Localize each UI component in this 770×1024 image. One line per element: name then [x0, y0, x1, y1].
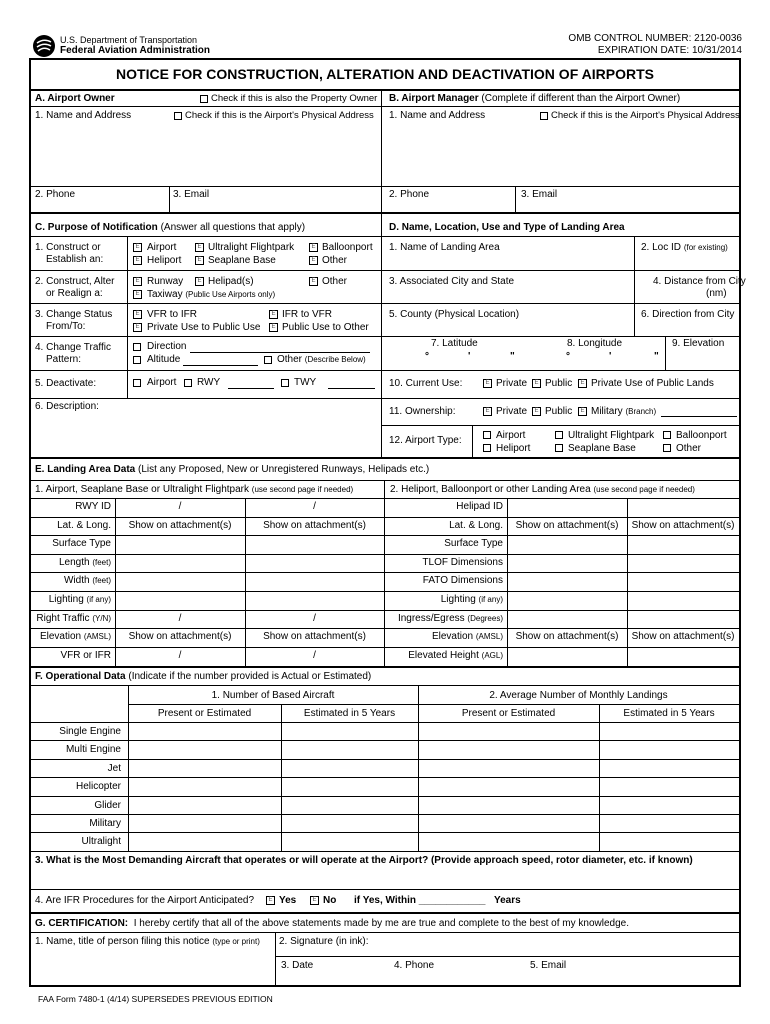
d5-label: 5. County (Physical Location)	[389, 309, 520, 320]
c4-label: 4. Change Traffic	[35, 342, 111, 353]
e1-attach-note: Show on attachment(s)	[263, 631, 366, 643]
e2-cell-input[interactable]	[508, 518, 626, 535]
e1-cell-input[interactable]	[116, 536, 244, 553]
c3-ifr-vfr-checkbox[interactable]: E	[269, 310, 278, 319]
d10-public-lands-label: Private Use of Public Lands	[591, 378, 714, 389]
f4-question: 4. Are IFR Procedures for the Airport Anticipated?	[35, 895, 255, 906]
d10-label: 10. Current Use:	[389, 378, 463, 389]
d11-private-checkbox[interactable]: E	[483, 407, 492, 416]
d12-balloonport-checkbox[interactable]	[663, 431, 671, 439]
g4-label: 4. Phone	[394, 960, 435, 971]
e2-row-label: Elevated Height (AGL)	[408, 649, 503, 661]
f4-within-label: if Yes, Within ____________	[354, 895, 486, 906]
f2-future-header: Estimated in 5 Years	[623, 708, 715, 719]
c4-direction-checkbox[interactable]	[133, 343, 141, 351]
f2-header: 2. Average Number of Monthly Landings	[489, 690, 668, 701]
c2-other-label: Other	[322, 276, 348, 287]
d12-seaplane-checkbox[interactable]	[555, 444, 563, 452]
section-a-title: A. Airport Owner	[35, 93, 115, 104]
e2-row-label: Surface Type	[444, 538, 503, 550]
f-cell-input[interactable]	[129, 723, 280, 739]
manager-physical-checkbox[interactable]	[540, 112, 548, 120]
lat-sec: "	[510, 351, 515, 362]
d3-label: 3. Associated City and State	[389, 276, 515, 287]
omb-number: OMB CONTROL NUMBER: 2120-0036	[568, 33, 742, 44]
d11-label: 11. Ownership:	[389, 406, 456, 417]
lon-sec: "	[654, 351, 659, 362]
c6-description-input[interactable]	[33, 414, 379, 456]
c6-label: 6. Description:	[35, 401, 99, 412]
f4-yes-checkbox[interactable]: E	[266, 896, 275, 905]
d4-unit: (nm)	[706, 288, 727, 299]
owner-property-label: Check if this is also the Property Owner	[211, 93, 378, 104]
f3-question: 3. What is the Most Demanding Aircraft that operates or will operate at the Airport? (Provide approach speed, rotor diameter, etc. if known)	[35, 855, 693, 866]
c3-public-other-checkbox[interactable]: E	[269, 323, 278, 332]
owner-physical-checkbox[interactable]	[174, 112, 182, 120]
lon-deg: °	[566, 351, 570, 362]
e1-cell-input[interactable]	[116, 629, 244, 646]
f2-present-header: Present or Estimated	[461, 708, 556, 719]
e1-header: 1. Airport, Seaplane Base or Ultralight Flightpark (use second page if needed)	[35, 484, 354, 495]
e2-row-label: FATO Dimensions	[422, 575, 503, 587]
e1-slash: /	[178, 501, 182, 512]
d12-seaplane-label: Seaplane Base	[568, 443, 636, 454]
e1-row-label: Width (feet)	[63, 575, 111, 587]
g2-label: 2. Signature (in ink):	[279, 936, 369, 947]
f4-yes-label: Yes	[279, 895, 297, 906]
g1-name-input[interactable]	[33, 950, 273, 984]
f4-years-label: Years	[494, 895, 521, 906]
e2-row-label: Lat. & Long.	[449, 519, 503, 531]
d12-other-checkbox[interactable]	[663, 444, 671, 452]
e1-cell-input[interactable]	[116, 611, 244, 628]
c5-rwy-input[interactable]	[228, 388, 274, 389]
d12-label: 12. Airport Type:	[389, 435, 462, 446]
dot-logo-icon	[32, 34, 56, 58]
e1-slash: /	[313, 501, 316, 512]
e2-cell-input[interactable]	[508, 629, 626, 646]
c5-twy-checkbox[interactable]	[281, 379, 289, 387]
section-g-title: G. CERTIFICATION: I hereby certify that all of the above statements made by me are true and complete to the best of my knowledge.	[35, 918, 629, 929]
f-row-label: Multi Engine	[65, 744, 121, 756]
e2-cell-input[interactable]	[508, 555, 626, 572]
e1-cell-input[interactable]	[116, 648, 244, 665]
e2-cell-input[interactable]	[508, 499, 626, 516]
manager-physical-label: Check if this is the Airport's Physical Address	[551, 110, 740, 121]
e1-attach-note: Show on attachment(s)	[128, 519, 232, 531]
f1-future-header: Estimated in 5 Years	[303, 708, 396, 719]
e2-row-label: Elevation (AMSL)	[431, 631, 503, 643]
owner-physical-label: Check if this is the Airport's Physical Address	[185, 110, 374, 121]
d2-label: 2. Loc ID (for existing)	[641, 242, 728, 253]
g1-label: 1. Name, title of person filing this notice (type or print)	[35, 936, 260, 947]
c5-airport-label: Airport	[147, 377, 177, 388]
owner-name-label: 1. Name and Address	[35, 110, 132, 121]
d12-heliport-label: Heliport	[496, 443, 531, 454]
e1-row-label: Surface Type	[52, 538, 111, 550]
e2-row-label: Helipad ID	[456, 501, 503, 512]
e2-header: 2. Heliport, Balloonport or other Landing Area (use second page if needed)	[390, 484, 695, 495]
e1-row-label: Right Traffic (Y/N)	[36, 612, 111, 624]
expiration-date: EXPIRATION DATE: 10/31/2014	[597, 45, 742, 56]
c1-airport-checkbox[interactable]: E	[133, 243, 142, 252]
e1-cell-input[interactable]	[116, 555, 244, 572]
e2-attach-note: Show on attachment(s)	[631, 631, 735, 643]
e2-row-label: Lighting (if any)	[440, 594, 503, 605]
d7-label: 7. Latitude	[431, 338, 478, 349]
c4-direction-label: Direction	[147, 341, 187, 352]
c5-rwy-label: RWY	[197, 377, 221, 388]
d12-airport-checkbox[interactable]	[483, 431, 491, 439]
e2-cell-input[interactable]	[508, 648, 626, 665]
lat-min: '	[468, 351, 471, 362]
section-b-title: B. Airport Manager (Complete if different than the Airport Owner)	[389, 93, 681, 104]
f-cell-input[interactable]	[129, 833, 280, 849]
lat-deg: °	[425, 351, 429, 362]
c5-rwy-checkbox[interactable]	[184, 379, 192, 387]
f-row-label: Single Engine	[59, 726, 121, 737]
e1-attach-note: Show on attachment(s)	[128, 631, 232, 643]
c1-airport-label: Airport	[147, 242, 177, 253]
d12-other-label: Other	[676, 443, 702, 454]
e1-row-label: Elevation (AMSL)	[39, 631, 111, 643]
c1-other-checkbox[interactable]: E	[309, 256, 318, 265]
c2-label-2: or Realign a:	[46, 288, 103, 299]
e1-slash: /	[313, 612, 316, 624]
g3-label: 3. Date	[281, 960, 314, 971]
f-cell-input[interactable]	[129, 797, 280, 813]
c3-ifr-vfr-label: IFR to VFR	[282, 309, 333, 320]
c1-other-label: Other	[322, 255, 348, 266]
c4-other-label: Other (Describe Below)	[277, 354, 366, 365]
f1-present-header: Present or Estimated	[157, 708, 252, 719]
d11-branch-input[interactable]	[661, 416, 737, 417]
lon-min: '	[609, 351, 612, 362]
c2-helipad-label: Helipad(s)	[208, 276, 254, 287]
e2-cell-input[interactable]	[508, 536, 626, 553]
d11-private-label: Private	[496, 406, 528, 417]
form-footer: FAA Form 7480-1 (4/14) SUPERSEDES PREVIOUS EDITION	[38, 994, 273, 1004]
e1-attach-note: Show on attachment(s)	[263, 519, 366, 531]
manager-phone-label: 2. Phone	[389, 189, 430, 200]
d6-label: 6. Direction from City	[641, 309, 735, 320]
e2-attach-note: Show on attachment(s)	[515, 631, 619, 643]
d8-label: 8. Longitude	[567, 338, 623, 349]
manager-name-label: 1. Name and Address	[389, 110, 486, 121]
d12-ultralight-checkbox[interactable]	[555, 431, 563, 439]
e1-slash: /	[178, 612, 182, 624]
d11-public-checkbox[interactable]: E	[532, 407, 541, 416]
c5-airport-checkbox[interactable]	[133, 379, 141, 387]
e1-cell-input[interactable]	[116, 592, 244, 609]
c3-label: 3. Change Status	[35, 309, 113, 320]
d10-public-lands-checkbox[interactable]: E	[578, 379, 587, 388]
c5-twy-label: TWY	[294, 377, 317, 388]
c1-label: 1. Construct or	[35, 242, 101, 253]
c1-seaplane-label: Seaplane Base	[208, 255, 276, 266]
c1-heliport-label: Heliport	[147, 255, 182, 266]
e2-row-label: TLOF Dimensions	[422, 556, 503, 568]
c1-seaplane-checkbox[interactable]: E	[195, 256, 204, 265]
e1-row-label: VFR or IFR	[60, 649, 111, 661]
e2-cell-input[interactable]	[508, 592, 626, 609]
c5-label: 5. Deactivate:	[35, 378, 97, 389]
e2-attach-note: Show on attachment(s)	[631, 519, 735, 531]
e1-row-label: RWY ID	[75, 501, 111, 512]
d11-military-checkbox[interactable]: E	[578, 407, 587, 416]
c3-label-2: From/To:	[46, 321, 86, 332]
f-row-label: Glider	[94, 799, 121, 811]
c4-altitude-input[interactable]	[183, 365, 258, 366]
d10-public-label: Public	[545, 378, 573, 389]
e1-cell-input[interactable]	[116, 518, 244, 535]
c1-ultralight-label: Ultralight Flightpark	[208, 242, 295, 253]
c2-taxiway-checkbox[interactable]: E	[133, 290, 142, 299]
e1-row-label: Lat. & Long.	[57, 519, 111, 531]
c1-balloonport-label: Balloonport	[322, 242, 373, 253]
c2-other-checkbox[interactable]: E	[309, 277, 318, 286]
f3-answer-input[interactable]	[33, 868, 737, 888]
c2-taxiway-label: Taxiway (Public Use Airports only)	[147, 289, 276, 300]
e1-cell-input[interactable]	[116, 499, 244, 516]
section-c-title: C. Purpose of Notification (Answer all questions that apply)	[35, 222, 306, 233]
d12-balloonport-label: Balloonport	[676, 430, 727, 441]
d1-label: 1. Name of Landing Area	[389, 242, 500, 253]
agency-label: Federal Aviation Administration	[60, 45, 211, 56]
c3-vfr-ifr-label: VFR to IFR	[147, 309, 198, 320]
g2-signature-input[interactable]	[279, 948, 737, 956]
c2-runway-checkbox[interactable]: E	[133, 277, 142, 286]
f-cell-input[interactable]	[129, 741, 280, 757]
e1-row-label: Length (feet)	[58, 556, 111, 568]
c4-direction-input[interactable]	[190, 352, 370, 353]
f4-no-label: No	[323, 895, 337, 906]
e2-cell-input[interactable]	[508, 573, 626, 590]
c1-heliport-checkbox[interactable]: E	[133, 256, 142, 265]
e2-row-label: Ingress/Egress (Degrees)	[397, 612, 503, 624]
c2-helipad-checkbox[interactable]: E	[195, 277, 204, 286]
owner-phone-label: 2. Phone	[35, 189, 76, 200]
d4-label: 4. Distance from City	[653, 276, 746, 287]
c4-other-checkbox[interactable]	[264, 356, 272, 364]
f1-header: 1. Number of Based Aircraft	[211, 690, 335, 701]
manager-email-label: 3. Email	[521, 189, 558, 200]
dept-label: U.S. Department of Transportation	[60, 35, 198, 45]
d10-private-label: Private	[496, 378, 528, 389]
e1-cell-input[interactable]	[116, 573, 244, 590]
section-e-title: E. Landing Area Data (List any Proposed, New or Unregistered Runways, Helipads etc.)	[35, 464, 430, 475]
d12-airport-label: Airport	[496, 430, 526, 441]
d10-public-checkbox[interactable]: E	[532, 379, 541, 388]
section-f-title: F. Operational Data (Indicate if the number provided is Actual or Estimated)	[35, 671, 372, 682]
d11-public-label: Public	[545, 406, 573, 417]
section-d-title: D. Name, Location, Use and Type of Landing Area	[389, 222, 625, 233]
c3-public-other-label: Public Use to Other	[282, 322, 369, 333]
c4-altitude-checkbox[interactable]	[133, 356, 141, 364]
form-title: NOTICE FOR CONSTRUCTION, ALTERATION AND DEACTIVATION OF AIRPORTS	[116, 66, 654, 82]
c4-label-2: Pattern:	[46, 354, 82, 365]
f-row-label: Jet	[107, 762, 121, 774]
f-cell-input[interactable]	[129, 778, 280, 794]
c3-private-public-label: Private Use to Public Use	[147, 322, 261, 333]
d11-military-label: Military (Branch)	[591, 406, 657, 417]
c2-runway-label: Runway	[147, 276, 184, 287]
f4-no-checkbox[interactable]: E	[310, 896, 319, 905]
c1-label-2: Establish an:	[46, 254, 104, 265]
c5-twy-input[interactable]	[328, 388, 375, 389]
d12-ultralight-label: Ultralight Flightpark	[568, 430, 655, 441]
owner-property-checkbox[interactable]	[200, 95, 208, 103]
c3-vfr-ifr-checkbox[interactable]: E	[133, 310, 142, 319]
e1-slash: /	[313, 649, 316, 661]
f-row-label: Ultralight	[81, 836, 121, 848]
f-row-label: Military	[89, 818, 121, 829]
e2-attach-note: Show on attachment(s)	[515, 519, 619, 531]
g5-label: 5. Email	[530, 960, 567, 971]
e2-cell-input[interactable]	[508, 611, 626, 628]
manager-name-input[interactable]	[385, 124, 737, 184]
d10-private-checkbox[interactable]: E	[483, 379, 492, 388]
c2-label: 2. Construct, Alter	[35, 276, 115, 287]
d9-label: 9. Elevation	[672, 338, 725, 349]
f-row-label: Helicopter	[75, 781, 121, 793]
e1-slash: /	[178, 649, 182, 661]
c1-ultralight-checkbox[interactable]: E	[195, 243, 204, 252]
owner-name-input[interactable]	[33, 124, 379, 184]
c4-altitude-label: Altitude	[147, 354, 181, 365]
c1-balloonport-checkbox[interactable]: E	[309, 243, 318, 252]
owner-email-label: 3. Email	[173, 189, 210, 200]
c3-private-public-checkbox[interactable]: E	[133, 323, 142, 332]
e1-row-label: Lighting (if any)	[48, 594, 111, 605]
d12-heliport-checkbox[interactable]	[483, 444, 491, 452]
f-cell-input[interactable]	[129, 815, 280, 831]
f-cell-input[interactable]	[129, 760, 280, 776]
